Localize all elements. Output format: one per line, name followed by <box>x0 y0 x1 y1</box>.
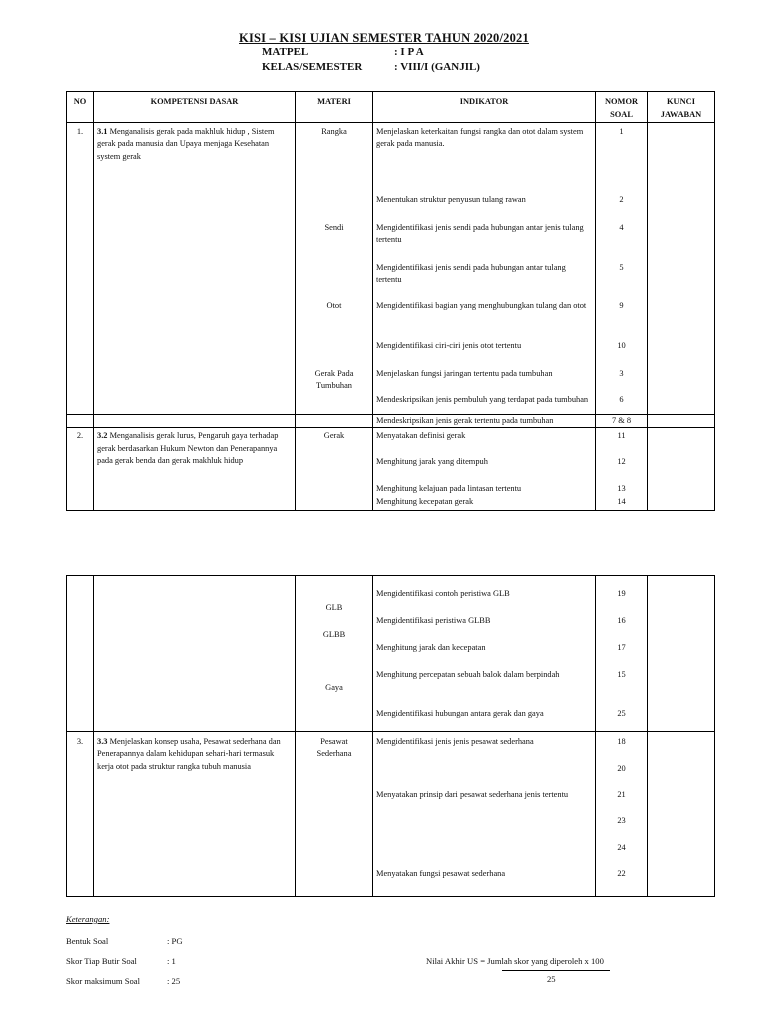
materi-item: GLBB <box>322 630 346 639</box>
materi-item: Gerak Pada Tumbuhan <box>314 369 354 391</box>
soal-number: 2 <box>619 195 624 204</box>
kunci-jawaban-cell <box>648 576 715 732</box>
header-no: NO <box>67 92 94 123</box>
kd-code: 3.3 <box>97 737 108 746</box>
nomor-soal-cell <box>596 428 647 510</box>
soal-number: 21 <box>617 790 626 799</box>
soal-number: 11 <box>617 431 626 441</box>
nomor-soal-cell <box>596 576 647 731</box>
header-nomor-soal: NOMOR SOAL <box>596 92 648 123</box>
soal-number: 17 <box>617 643 626 652</box>
soal-number: 14 <box>617 497 626 507</box>
skor-butir-label: Skor Tiap Butir Soal <box>66 956 137 966</box>
document-title: KISI – KISI UJIAN SEMESTER TAHUN 2020/2021 <box>239 31 529 45</box>
indikator-item: Menjelaskan fungsi jaringan tertentu pada tumbuhan <box>376 369 553 378</box>
nomor-soal-cell <box>596 732 647 896</box>
soal-number: 7 & 8 <box>611 416 632 425</box>
header-kompetensi-dasar: KOMPETENSI DASAR <box>94 92 296 123</box>
skor-max-value: : 25 <box>167 976 181 986</box>
soal-number: 22 <box>617 869 626 878</box>
indikator-item: Menghitung percepatan sebuah balok dalam berpindah <box>376 670 560 679</box>
table-row <box>67 428 715 511</box>
kelas-label: KELAS/SEMESTER <box>262 61 363 73</box>
soal-number: 12 <box>617 457 626 467</box>
indikator-item: Menghitung jarak yang ditempuh <box>376 457 488 467</box>
indikator-item: Mendeskripsikan jenis pembuluh yang terdapat pada tumbuhan <box>376 395 589 404</box>
kunci-jawaban-cell <box>648 123 715 415</box>
indikator-item: Menghitung jarak dan kecepatan <box>376 643 486 652</box>
matpel-label: MATPEL <box>262 46 309 58</box>
soal-number: 1 <box>619 127 624 136</box>
kunci-jawaban-cell <box>648 428 715 511</box>
kisi-table-part2 <box>66 575 715 897</box>
soal-number: 20 <box>617 764 626 773</box>
bentuk-soal-label: Bentuk Soal <box>66 936 109 946</box>
indikator-item: Mengidentifikasi hubungan antara gerak dan gaya <box>376 709 544 718</box>
table-header-row <box>67 92 715 123</box>
soal-number: 10 <box>617 341 626 350</box>
indikator-item: Menghitung kecepatan gerak <box>376 497 474 507</box>
formula-denominator: 25 <box>547 974 556 984</box>
kd-text: Menjelaskan konsep usaha, Pesawat sederhana dan Penerapannya dalam kehidupan sehari-hari termasuk kerja otot pada struktur rangka tubuh manusia <box>97 737 281 771</box>
soal-number: 4 <box>619 223 624 232</box>
soal-number: 9 <box>619 301 624 310</box>
matpel-value: : I P A <box>394 46 424 58</box>
keterangan-label: Keterangan: <box>66 914 110 924</box>
table-row <box>67 576 715 732</box>
materi-cell <box>296 576 372 731</box>
bentuk-soal-value: : PG <box>167 936 183 946</box>
soal-number: 6 <box>619 395 624 404</box>
soal-number: 13 <box>617 484 626 494</box>
nilai-akhir-formula: Nilai Akhir US = Jumlah skor yang diperoleh x 100 <box>426 956 604 966</box>
soal-number: 23 <box>617 816 626 825</box>
indikator-item: Mengidentifikasi peristiwa GLBB <box>376 616 491 625</box>
row-number: 3. <box>76 737 84 746</box>
materi-item: GLB <box>325 603 343 612</box>
header-materi: MATERI <box>296 92 373 123</box>
indikator-item: Menyatakan fungsi pesawat sederhana <box>376 869 506 878</box>
indikator-item: Menyatakan prinsip dari pesawat sederhana jenis tertentu <box>376 790 569 799</box>
soal-number: 25 <box>617 709 626 718</box>
kd-code: 3.2 <box>97 431 108 441</box>
materi-cell <box>296 123 372 414</box>
nomor-soal-cell <box>596 123 647 414</box>
table-row <box>67 732 715 897</box>
row-number: 1. <box>76 127 84 136</box>
table-row <box>67 415 715 428</box>
indikator-item: Menentukan struktur penyusun tulang rawan <box>376 195 526 204</box>
materi-item: Sendi <box>324 223 344 232</box>
indikator-item: Mendeskripsikan jenis gerak tertentu pada tumbuhan <box>376 416 554 425</box>
kd-text: Menganalisis gerak pada makhluk hidup , Sistem gerak pada manusia dan Upaya menjaga Kesehatan system gerak <box>97 127 275 161</box>
materi-item: Pesawat Sederhana <box>316 737 352 759</box>
header-kunci-jawaban: KUNCI JAWABAN <box>648 92 715 123</box>
indikator-item: Menghitung kelajuan pada lintasan tertentu <box>376 484 522 494</box>
indikator-cell <box>373 428 595 510</box>
kd-text: Menganalisis gerak lurus, Pengaruh gaya terhadap gerak berdasarkan Hukum Newton dan Penerapannya pada gerak benda dan gerak makhluk hidup <box>97 431 279 465</box>
indikator-item: Mengidentifikasi bagian yang menghubungkan tulang dan otot <box>376 301 587 310</box>
kunci-jawaban-cell <box>648 732 715 897</box>
skor-butir-value: : 1 <box>167 956 176 966</box>
row-number: 2. <box>76 431 84 441</box>
indikator-item: Mengidentifikasi jenis jenis pesawat sederhana <box>376 737 534 746</box>
kompetensi-dasar-cell <box>94 428 295 467</box>
indikator-item: Menyatakan definisi gerak <box>376 431 466 441</box>
soal-number: 19 <box>617 589 626 598</box>
soal-number: 15 <box>617 670 626 679</box>
soal-number: 18 <box>617 737 626 746</box>
indikator-cell <box>373 123 595 414</box>
fraction-line <box>502 970 610 971</box>
indikator-cell <box>373 732 595 896</box>
header-indikator: INDIKATOR <box>373 92 596 123</box>
indikator-item: Mengidentifikasi contoh peristiwa GLB <box>376 589 510 598</box>
soal-number: 24 <box>617 843 626 852</box>
indikator-item: Mengidentifikasi ciri-ciri jenis otot tertentu <box>376 341 522 350</box>
indikator-item: Mengidentifikasi jenis sendi pada hubungan antar jenis tulang tertentu <box>376 223 584 245</box>
kompetensi-dasar-cell <box>94 123 295 163</box>
soal-number: 16 <box>617 616 626 625</box>
indikator-cell <box>373 576 595 731</box>
soal-number: 5 <box>619 263 624 272</box>
materi-item: Gerak <box>323 431 345 441</box>
indikator-item: Menjelaskan keterkaitan fungsi rangka dan otot dalam system gerak pada manusia. <box>376 127 584 149</box>
materi-item: Otot <box>326 301 342 310</box>
indikator-item: Mengidentifikasi jenis sendi pada hubungan antar tulang tertentu <box>376 263 566 285</box>
kompetensi-dasar-cell <box>94 732 295 773</box>
kd-code: 3.1 <box>97 127 108 136</box>
kelas-value: : VIII/I (GANJIL) <box>394 61 480 73</box>
kisi-table-part1 <box>66 91 715 511</box>
materi-item: Rangka <box>321 127 347 136</box>
skor-max-label: Skor maksimum Soal <box>66 976 141 986</box>
materi-item: Gaya <box>325 683 343 692</box>
soal-number: 3 <box>619 369 624 378</box>
table-row <box>67 123 715 415</box>
